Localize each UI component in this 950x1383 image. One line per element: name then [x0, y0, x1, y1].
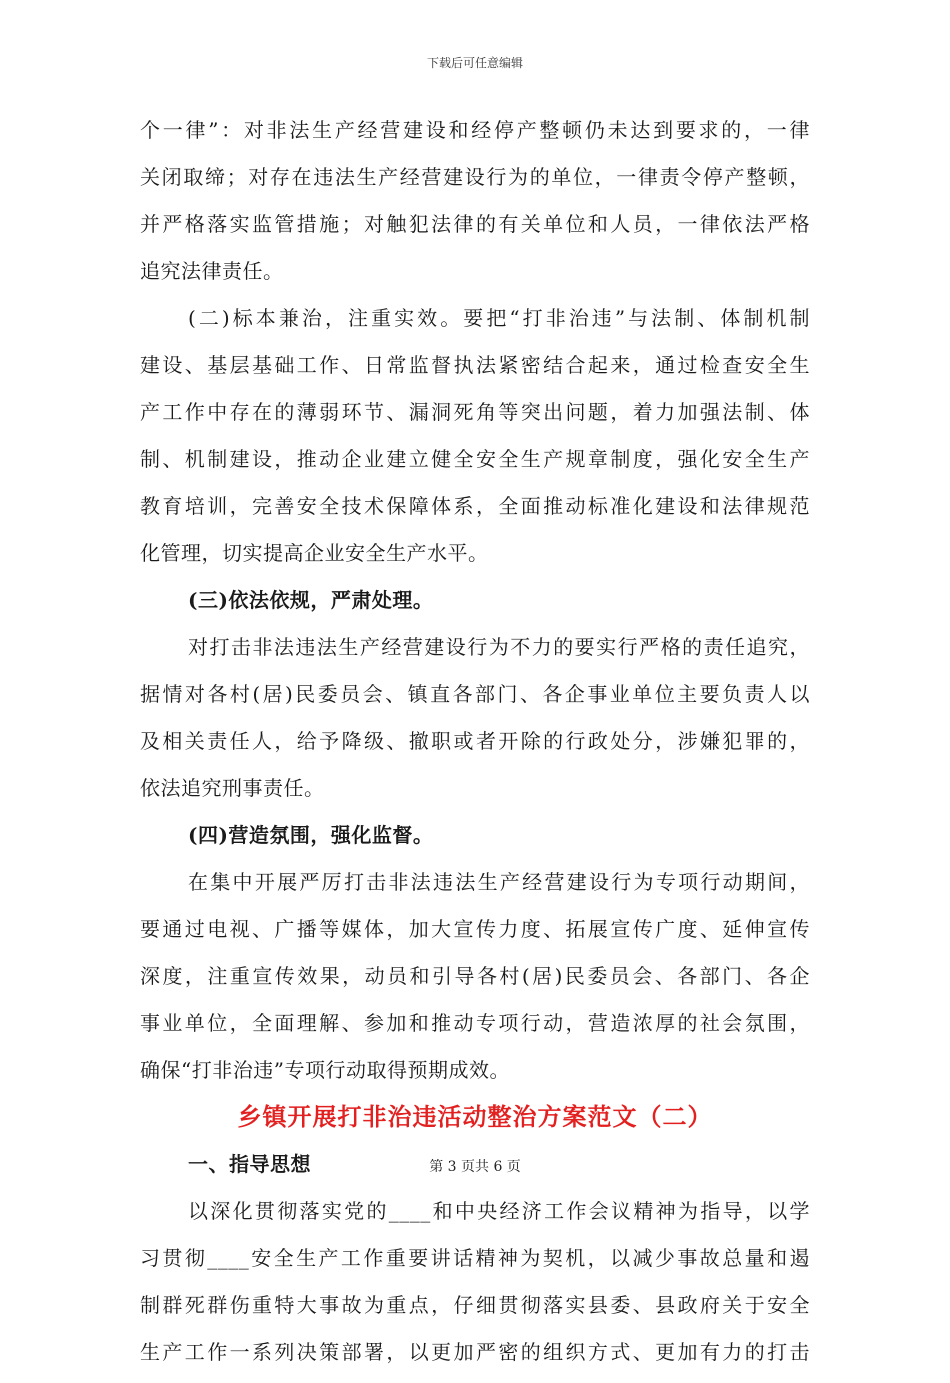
- page-header: 下载后可任意编辑: [426, 56, 523, 70]
- text-line: 生产工作一系列决策部署，以更加严密的组织方式、更加有力的打击: [140, 1340, 810, 1364]
- text-line: 制群死群伤重特大事故为重点，仔细贯彻落实县委、县政府关于安全: [140, 1293, 810, 1317]
- text-line: 教育培训，完善安全技术保障体系，全面推动标准化建设和法律规范: [140, 494, 810, 518]
- section-title: 乡镇开展打非治违活动整治方案范文（二）: [237, 1102, 713, 1131]
- section-heading: (三)依法依规，严肃处理。: [188, 588, 434, 612]
- text-line: 事业单位，全面理解、参加和推动专项行动，营造浓厚的社会氛围，: [140, 1011, 810, 1035]
- text-line: 据情对各村(居)民委员会、镇直各部门、各企事业单位主要负责人以: [140, 682, 810, 706]
- text-line: 依法追究刑事责任。: [140, 776, 325, 800]
- text-line: 及相关责任人，给予降级、撤职或者开除的行政处分，涉嫌犯罪的，: [140, 729, 810, 753]
- text-line: 在集中开展严厉打击非法违法生产经营建设行为专项行动期间，: [188, 870, 810, 894]
- text-line: 化管理，切实提高企业安全生产水平。: [140, 541, 489, 565]
- text-line: (二)标本兼治，注重实效。要把“打非治违”与法制、体制机制: [188, 306, 810, 330]
- text-line: 建设、基层基础工作、日常监督执法紧密结合起来，通过检查安全生: [140, 353, 810, 377]
- document-body: [140, 114, 810, 1383]
- text-line: 确保“打非治违”专项行动取得预期成效。: [140, 1058, 510, 1082]
- text-line: 对打击非法违法生产经营建设行为不力的要实行严格的责任追究，: [188, 635, 810, 659]
- text-line: 以深化贯彻落实党的____和中央经济工作会议精神为指导，以学: [188, 1199, 810, 1223]
- text-line: 习贯彻____安全生产工作重要讲话精神为契机，以减少事故总量和遏: [140, 1246, 810, 1270]
- text-line: 产工作中存在的薄弱环节、漏洞死角等突出问题，着力加强法制、体: [140, 400, 810, 424]
- text-line: 关闭取缔；对存在违法生产经营建设行为的单位，一律责令停产整顿，: [140, 165, 810, 189]
- section-heading: (四)营造氛围，强化监督。: [188, 823, 434, 847]
- text-line: 追究法律责任。: [140, 259, 284, 283]
- page-footer: 第 3 页共 6 页: [429, 1159, 521, 1175]
- text-line: 深度，注重宣传效果，动员和引导各村(居)民委员会、各部门、各企: [140, 964, 810, 988]
- text-line: 要通过电视、广播等媒体，加大宣传力度、拓展宣传广度、延伸宣传: [140, 917, 810, 941]
- section-heading: 一、指导思想: [188, 1152, 311, 1176]
- text-line: 个一律”：对非法生产经营建设和经停产整顿仍未达到要求的，一律: [140, 118, 810, 142]
- text-line: 制、机制建设，推动企业建立健全安全生产规章制度，强化安全生产: [140, 447, 810, 471]
- text-line: 并严格落实监管措施；对触犯法律的有关单位和人员，一律依法严格: [140, 212, 810, 236]
